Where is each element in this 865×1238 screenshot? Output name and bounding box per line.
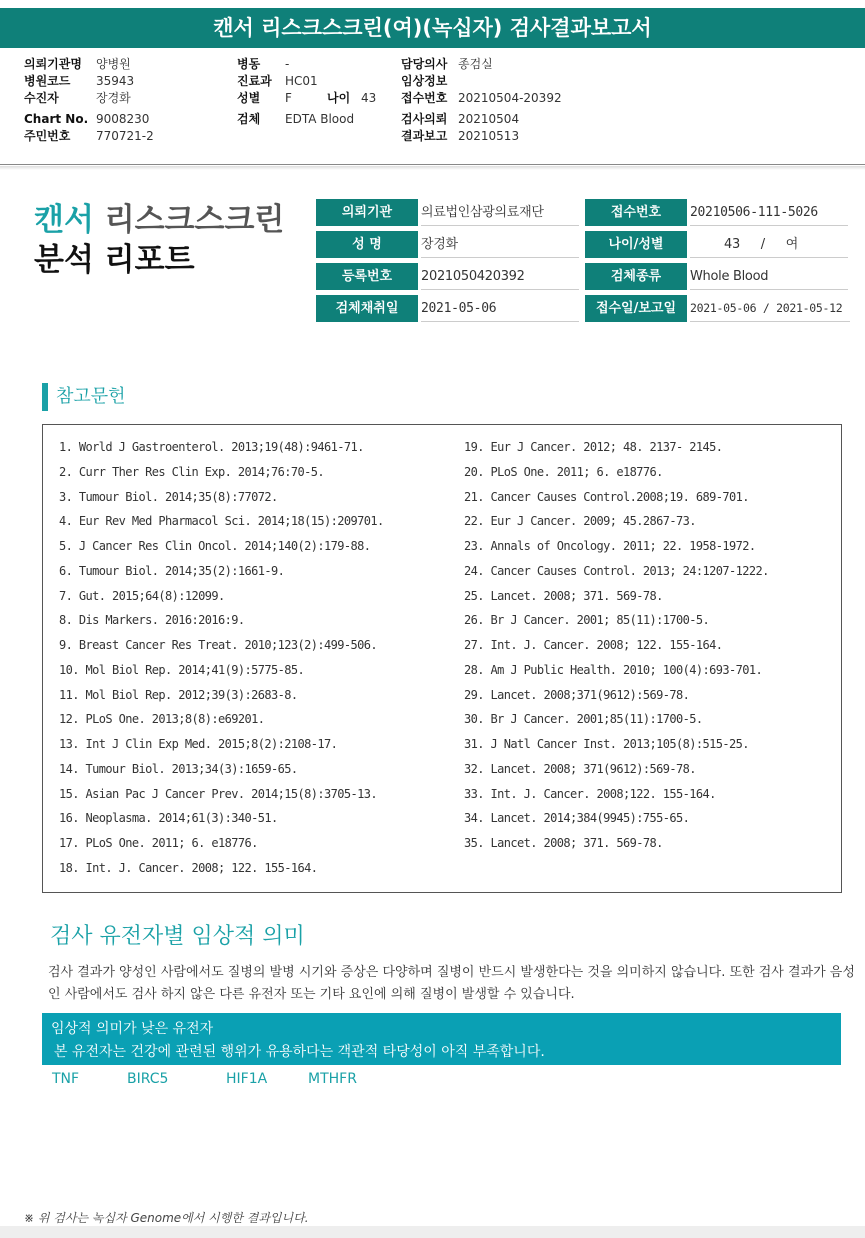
reference-item: 9. Breast Cancer Res Treat. 2010;123(2):499-506. xyxy=(59,638,377,652)
report-title-line-1 xyxy=(34,200,284,240)
header-label: Chart No. xyxy=(24,112,89,126)
reference-item: 14. Tumour Biol. 2013;34(3):1659-65. xyxy=(59,761,298,776)
reference-item: 33. Int. J. Cancer. 2008;122. 155-164. xyxy=(464,786,716,801)
references-right-column xyxy=(464,435,769,856)
info-label-collect: 검체채취일 xyxy=(316,295,418,322)
age-label: 나이 xyxy=(327,91,351,105)
reference-item: 31. J Natl Cancer Inst. 2013;105(8):515-25. xyxy=(464,737,749,751)
page-bottom-strip xyxy=(0,1226,865,1238)
report-title-gray: 리스크스크린 xyxy=(104,202,285,238)
age-value: 43 xyxy=(361,91,377,105)
header-value: F xyxy=(285,91,292,105)
reference-item: 35. Lancet. 2008; 371. 569-78. xyxy=(464,836,663,850)
header-row xyxy=(401,90,562,107)
reference-item: 18. Int. J. Cancer. 2008; 122. 155-164. xyxy=(59,860,318,875)
sex-value: 여 xyxy=(785,237,798,252)
reference-item: 8. Dis Markers. 2016:2016:9. xyxy=(59,613,245,628)
report-title-line-2: 분석 리포트 xyxy=(34,242,195,278)
reference-item: 19. Eur J Cancer. 2012; 48. 2137- 2145. xyxy=(464,440,723,454)
header-row xyxy=(401,128,562,145)
info-label-reg: 등록번호 xyxy=(316,263,418,290)
report-title xyxy=(34,200,284,280)
header-row xyxy=(24,56,154,73)
info-value-reg: 2021050420392 xyxy=(421,263,579,290)
header-row xyxy=(401,56,562,73)
header-value: 20210504 xyxy=(458,112,520,126)
info-label-dates: 접수일/보고일 xyxy=(585,295,687,322)
low-significance-box xyxy=(42,1013,841,1065)
section-marker xyxy=(42,383,48,411)
header-row xyxy=(24,90,154,107)
reference-item: 34. Lancet. 2014;384(9945):755-65. xyxy=(464,811,690,826)
reference-item: 22. Eur J Cancer. 2009; 45.2867-73. xyxy=(464,514,696,529)
header-row xyxy=(24,73,154,90)
low-significance-description: 본 유전자는 건강에 관련된 행위가 유용하다는 객관적 타당성이 아직 부족합니다. xyxy=(54,1044,545,1060)
gene-label: MTHFR xyxy=(308,1071,357,1087)
header-value: 20210513 xyxy=(458,129,520,143)
info-label-institution: 의뢰기관 xyxy=(316,199,418,226)
header-col-3 xyxy=(401,56,562,145)
header-value: 9008230 xyxy=(96,112,150,126)
header-row xyxy=(237,73,376,90)
header-row xyxy=(24,111,154,128)
header-label: 결과보고 xyxy=(401,129,448,143)
info-value-specimen: Whole Blood xyxy=(690,263,848,290)
reference-item: 6. Tumour Biol. 2014;35(2):1661-9. xyxy=(59,563,285,578)
reference-item: 29. Lancet. 2008;371(9612):569-78. xyxy=(464,687,690,702)
info-label-name: 성 명 xyxy=(316,231,418,258)
clinical-meaning-title: 검사 유전자별 임상적 의미 xyxy=(50,924,305,949)
reference-item: 2. Curr Ther Res Clin Exp. 2014;76:70-5. xyxy=(59,464,324,479)
header-label: 접수번호 xyxy=(401,91,448,105)
header-label: 의뢰기관명 xyxy=(24,57,82,71)
info-value-dates: 2021-05-06 / 2021-05-12 xyxy=(690,295,850,322)
reference-item: 5. J Cancer Res Clin Oncol. 2014;140(2):179-88. xyxy=(59,539,371,553)
header-value: 770721-2 xyxy=(96,129,154,143)
header-value: 35943 xyxy=(96,74,135,88)
info-value-agesex xyxy=(690,231,848,258)
header-value: 종검실 xyxy=(458,57,493,71)
info-value-collect: 2021-05-06 xyxy=(421,295,579,322)
reference-item: 16. Neoplasma. 2014;61(3):340-51. xyxy=(59,811,278,826)
reference-item: 24. Cancer Causes Control. 2013; 24:1207-1222. xyxy=(464,563,769,578)
header-value: EDTA Blood xyxy=(285,112,355,126)
reference-item: 28. Am J Public Health. 2010; 100(4):693-701. xyxy=(464,662,763,677)
reference-item: 32. Lancet. 2008; 371(9612):569-78. xyxy=(464,761,696,776)
header-value: 장경화 xyxy=(96,91,131,105)
reference-item: 26. Br J Cancer. 2001; 85(11):1700-5. xyxy=(464,613,710,628)
info-label-specimen: 검체종류 xyxy=(585,263,687,290)
reference-item: 27. Int. J. Cancer. 2008; 122. 155-164. xyxy=(464,638,723,652)
references-box xyxy=(42,424,842,893)
reference-item: 25. Lancet. 2008; 371. 569-78. xyxy=(464,588,663,603)
reference-item: 3. Tumour Biol. 2014;35(8):77072. xyxy=(59,489,278,504)
header-row xyxy=(237,111,376,128)
info-label-agesex: 나이/성별 xyxy=(585,231,687,258)
header-label: 검체 xyxy=(237,112,261,126)
header-row xyxy=(24,128,154,145)
header-label: 임상정보 xyxy=(401,74,448,88)
gene-label: BIRC5 xyxy=(127,1071,169,1087)
info-value-name: 장경화 xyxy=(421,231,579,258)
info-value-institution: 의료법인삼광의료재단 xyxy=(421,199,579,226)
report-header-title: 캔서 리스크스크린(여)(녹십자) 검사결과보고서 xyxy=(0,8,865,48)
age-sex-separator: / xyxy=(760,237,765,252)
header-label: 진료과 xyxy=(237,74,272,88)
low-significance-title: 임상적 의미가 낮은 유전자 xyxy=(51,1021,214,1037)
header-row xyxy=(401,111,562,128)
footnote: ※ 위 검사는 녹십자 Genome에서 시행한 결과입니다. xyxy=(24,1211,309,1225)
header-row xyxy=(401,73,562,90)
patient-header xyxy=(0,50,865,165)
reference-item: 13. Int J Clin Exp Med. 2015;8(2):2108-17. xyxy=(59,737,338,751)
reference-item: 10. Mol Biol Rep. 2014;41(9):5775-85. xyxy=(59,662,305,677)
reference-item: 15. Asian Pac J Cancer Prev. 2014;15(8):3705-13. xyxy=(59,786,377,801)
reference-item: 12. PLoS One. 2013;8(8):e69201. xyxy=(59,712,265,727)
header-label: 병원코드 xyxy=(24,74,71,88)
reference-item: 4. Eur Rev Med Pharmacol Sci. 2014;18(15):209701. xyxy=(59,514,384,529)
reference-item: 11. Mol Biol Rep. 2012;39(3):2683-8. xyxy=(59,687,298,702)
header-value: - xyxy=(285,57,290,71)
gene-label: HIF1A xyxy=(226,1071,268,1087)
header-col-1 xyxy=(24,56,154,145)
divider xyxy=(0,166,865,170)
age-value: 43 xyxy=(724,237,740,252)
reference-item: 20. PLoS One. 2011; 6. e18776. xyxy=(464,464,663,479)
info-value-reception: 20210506-111-5026 xyxy=(690,199,848,226)
header-label: 검사의뢰 xyxy=(401,112,448,126)
reference-item: 7. Gut. 2015;64(8):12099. xyxy=(59,588,225,603)
header-row xyxy=(237,90,376,107)
header-label: 병동 xyxy=(237,57,261,71)
header-row xyxy=(237,56,376,73)
header-value: 양병원 xyxy=(96,57,131,71)
reference-item: 21. Cancer Causes Control.2008;19. 689-701. xyxy=(464,489,749,504)
clinical-description: 검사 결과가 양성인 사람에서도 질병의 발병 시기와 증상은 다양하며 질병이 반드시 발생한다는 것을 의미하지 않습니다. 또한 검사 결과가 음성인 사람에서도 검사 하지 않은 다른 유전자 또는 기타 요인에 의해 질병이 발생할 수 있습니다. xyxy=(48,965,855,1002)
reference-item: 30. Br J Cancer. 2001;85(11):1700-5. xyxy=(464,712,703,727)
header-label: 담당의사 xyxy=(401,57,448,71)
header-label: 성별 xyxy=(237,91,261,105)
header-value: 20210504-20392 xyxy=(458,91,562,105)
info-label-reception: 접수번호 xyxy=(585,199,687,226)
header-label: 주민번호 xyxy=(24,129,71,143)
references-left-column xyxy=(59,435,384,881)
reference-item: 1. World J Gastroenterol. 2013;19(48):9461-71. xyxy=(59,440,364,454)
reference-item: 23. Annals of Oncology. 2011; 22. 1958-1972. xyxy=(464,539,756,553)
references-title: 참고문헌 xyxy=(56,386,126,407)
header-label: 수진자 xyxy=(24,91,59,105)
header-value: HC01 xyxy=(285,74,318,88)
report-title-teal: 캔서 xyxy=(34,202,94,238)
header-col-2 xyxy=(237,56,376,128)
reference-item: 17. PLoS One. 2011; 6. e18776. xyxy=(59,836,258,850)
gene-label: TNF xyxy=(52,1071,80,1087)
